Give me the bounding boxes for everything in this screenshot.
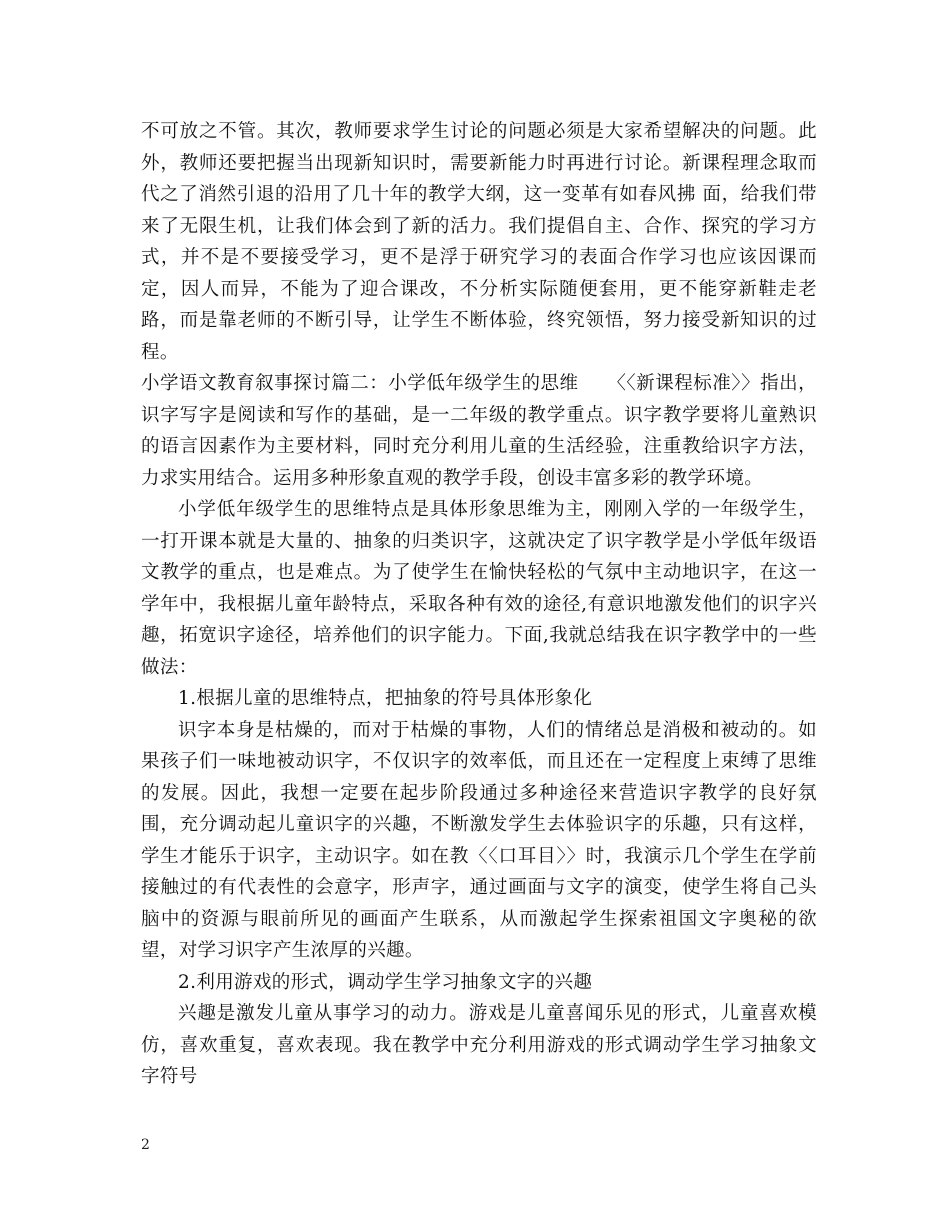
page-number: 2 bbox=[141, 1137, 150, 1153]
section-heading: 2.利用游戏的形式，调动学生学习抽象文字的兴趣 bbox=[178, 971, 593, 993]
paragraph: 不可放之不管。其次，教师要求学生讨论的问题必须是大家希望解决的问题。此外，教师还要把握当出现新知识时，需要新能力时再进行讨论。新课程理念取而代之了消然引退的沿用了几十年的教学大纲，这一变革有如春风拂 面，给我们带来了无限生机，让我们体会到了新的活力。我们提倡自主、合作、探究的学习方式，并不是不要接受学习，更不是浮于研究学习的表面合作学习也应该因课而定，因人而异，不能为了迎合课改，不分析实际随便套用，更不能穿新鞋走老路，而是靠老师的不断引导，让学生不断体验，终究领悟，努力接受新知识的过程。 bbox=[141, 121, 817, 363]
paragraph: 识字本身是枯燥的，而对于枯燥的事物，人们的情绪总是消极和被动的。如果孩子们一味地被动识字，不仅识字的效率低，而且还在一定程度上束缚了思维的发展。因此，我想一定要在起步阶段通过多种途径来营造识字教学的良好氛围，充分调动起儿童识字的兴趣，不断激发学生去体验识字的乐趣，只有这样，学生才能乐于识字，主动识字。如在教〈〈口耳目〉〉时，我演示几个学生在学前接触过的有代表性的会意字，形声字，通过画面与文字的演变，使学生将自己头脑中的资源与眼前所见的画面产生联系，从而激起学生探索祖国文字奥秘的欲望，对学习识字产生浓厚的兴趣。 bbox=[141, 719, 817, 961]
paragraph: 小学语文教育叙事探讨篇二：小学低年级学生的思维 〈〈新课程标准〉〉指出，识字写字是阅读和写作的基础，是一二年级的教学重点。识字教学要将儿童熟识的语言因素作为主要材料，同时充分利用儿童的生活经验，注重教给识字方法，力求实用结合。运用多种形象直观的教学手段，创设丰富多彩的教学环境。 bbox=[141, 373, 817, 489]
section-heading: 1.根据儿童的思维特点，把抽象的符号具体形象化 bbox=[178, 688, 593, 709]
paragraph: 小学低年级学生的思维特点是具体形象思维为主，刚刚入学的一年级学生，一打开课本就是大量的、抽象的归类识字，这就决定了识字教学是小学低年级语文教学的重点，也是难点。为了使学生在愉快轻松的气氛中主动地识字，在这一学年中，我根据儿童年龄特点，采取各种有效的途径,有意识地激发他们的识字兴趣，拓宽识字途径，培养他们的识字能力。下面,我就总结我在识字教学中的一些做法： bbox=[141, 499, 817, 678]
paragraph: 兴趣是激发儿童从事学习的动力。游戏是儿童喜闻乐见的形式，儿童喜欢模仿，喜欢重复，喜欢表现。我在教学中充分利用游戏的形式调动学生学习抽象文字符号 bbox=[141, 1003, 817, 1087]
body-text bbox=[141, 116, 817, 1093]
